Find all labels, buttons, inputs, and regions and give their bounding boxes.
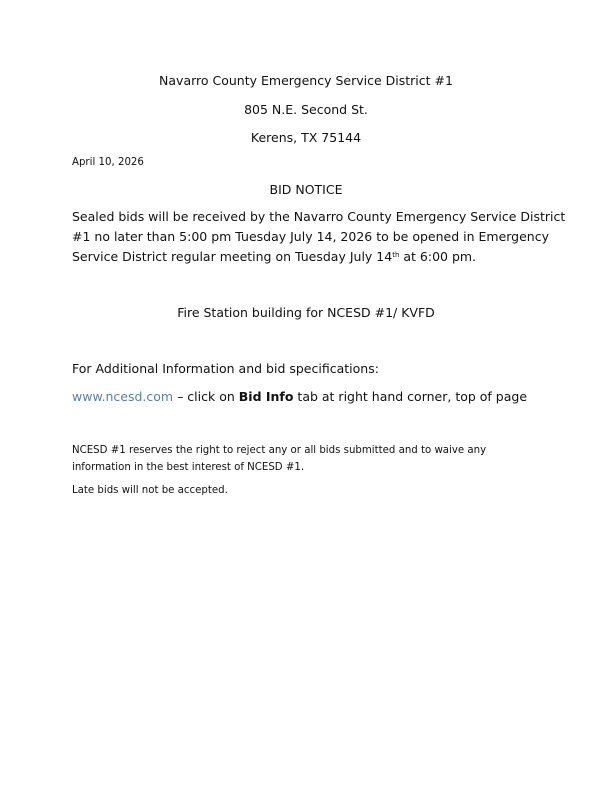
notice-date: April 10, 2026: [72, 157, 144, 168]
bid-body-paragraph: [72, 207, 566, 267]
disclaimer-line-1: NCESD #1 reserves the right to reject any or all bids submitted and to waive any: [72, 445, 487, 456]
website-line: [72, 389, 527, 404]
project-name: Fire Station building for NCESD #1/ KVFD: [177, 305, 435, 320]
website-instruction-end: tab at right hand corner, top of page: [293, 389, 528, 404]
disclaimer-line-2: information in the best interest of NCESD #1.: [72, 462, 305, 473]
body-line-1: Sealed bids will be received by the Navarro County Emergency Service District: [72, 209, 566, 224]
website-instruction-start: – click on: [173, 389, 239, 404]
ordinal-suffix: th: [392, 251, 400, 259]
body-line-3: [72, 247, 552, 267]
address-city: Kerens, TX 75144: [250, 130, 362, 145]
organization-name: Navarro County Emergency Service District #1: [159, 73, 453, 88]
website-link[interactable]: www.ncesd.com: [72, 389, 174, 404]
body-line-3-text: Service District regular meeting on Tuesday July 14: [72, 249, 393, 264]
body-line-3-end: at 6:00 pm.: [399, 249, 477, 264]
body-line-2: #1 no later than 5:00 pm Tuesday July 14, 2026 to be opened in Emergency: [72, 229, 549, 244]
late-bids-notice: Late bids will not be accepted.: [72, 485, 228, 496]
disclaimer-paragraph: [72, 442, 542, 476]
additional-info-label: For Additional Information and bid specifications:: [72, 361, 379, 376]
notice-title: BID NOTICE: [269, 182, 343, 197]
address-street: 805 N.E. Second St.: [244, 102, 368, 117]
bid-info-tab-name: Bid Info: [238, 389, 294, 404]
